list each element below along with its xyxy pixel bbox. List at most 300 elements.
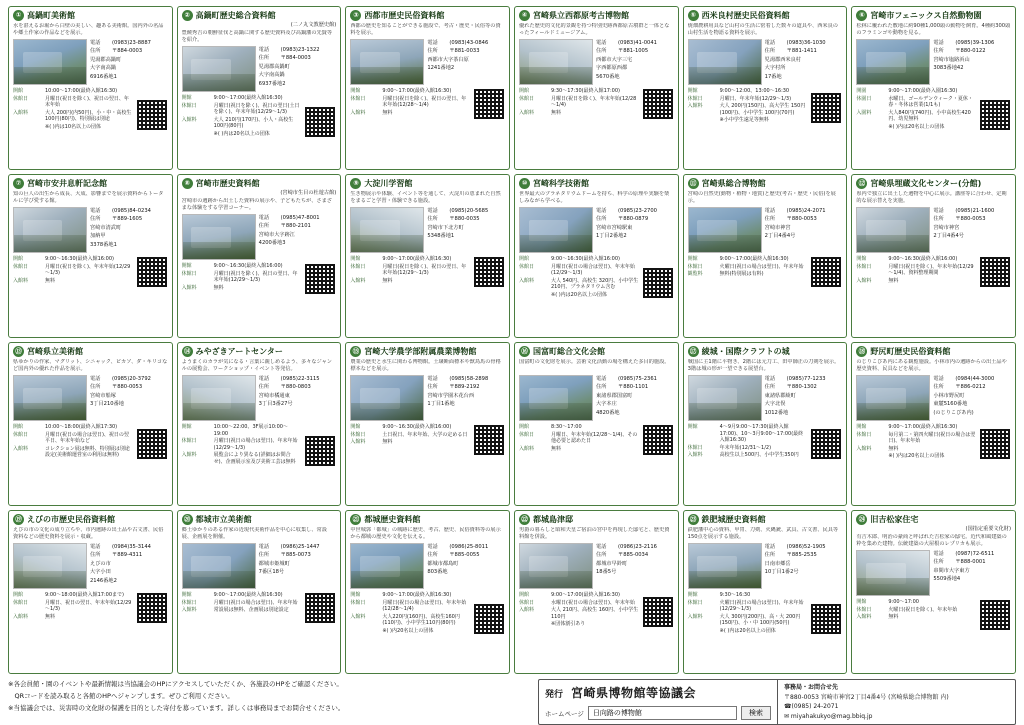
telephone-label: 電話 <box>933 40 944 46</box>
address-value: 〒888-0001 <box>955 559 986 566</box>
museum-number-badge: ⑫ <box>856 178 867 189</box>
museum-description: 西都の歴史を知ることができる施設で、考古・歴史・民俗等の資料を展示。 <box>350 23 501 36</box>
info-label: 入館料 <box>856 277 872 284</box>
address-label: 住所 <box>933 216 944 223</box>
telephone-label: 電話 <box>258 544 270 550</box>
museum-card[interactable] <box>177 174 342 338</box>
info-label: 休館日 <box>13 431 29 438</box>
museum-name: 鉄肥城歴史資料館 <box>701 515 766 524</box>
museum-photo <box>519 375 593 421</box>
address-line: 1012番地 <box>764 409 789 416</box>
info-value: 火曜日(祝日の場合は翌日)、年末年始(12/29～1/3) <box>719 599 804 613</box>
museum-card[interactable] <box>514 174 679 338</box>
qr-code-icon[interactable] <box>304 592 336 624</box>
qr-code-icon[interactable] <box>136 256 168 288</box>
museum-number-badge: ⑥ <box>856 10 867 21</box>
info-label: 開館 <box>856 256 867 262</box>
info-label: 入館料 <box>350 613 366 620</box>
qr-code-icon[interactable] <box>642 267 674 299</box>
telephone-label: 電話 <box>90 40 101 46</box>
museum-info-row <box>856 424 976 431</box>
address-label: 住所 <box>90 48 101 55</box>
museum-card[interactable] <box>177 510 342 674</box>
address-line: 宮崎市清武町 <box>90 224 122 231</box>
museum-card[interactable] <box>345 342 510 506</box>
museum-card[interactable] <box>514 6 679 170</box>
info-label: 入館料 <box>519 109 535 116</box>
address-line: 児湯郡西米良村 <box>764 56 801 63</box>
museum-info-row <box>350 278 470 285</box>
museum-photo <box>688 543 762 589</box>
museum-address-row <box>259 223 337 230</box>
museum-photo <box>519 207 593 253</box>
museum-media-row <box>856 550 1011 596</box>
info-value: 毎月第二・第四火曜日(祝日の場合は翌日)、年末年始 <box>888 431 976 445</box>
address-line: 字西都原西都 <box>596 65 628 72</box>
museum-info-row <box>182 263 302 270</box>
address-value: 〒880-1101 <box>618 384 649 391</box>
info-label: 開館 <box>856 424 867 430</box>
museum-number-badge: ③ <box>350 10 361 21</box>
qr-code-icon[interactable] <box>136 592 168 624</box>
museum-card-header <box>350 10 505 21</box>
museum-card[interactable] <box>851 510 1016 674</box>
publisher-label: 発行 <box>545 690 564 700</box>
footer-note-1: ※各会員館・園のイベントや最新情報は当協議会のHPにアクセスしていただくか、各施設のHPをご確認ください。 <box>8 680 343 688</box>
museum-media-row <box>350 39 505 85</box>
museum-contact <box>596 375 674 421</box>
museum-card[interactable] <box>8 6 173 170</box>
museum-info-row <box>856 607 976 614</box>
address-label: 住所 <box>427 48 438 55</box>
museum-photo <box>182 375 256 421</box>
museum-address-row <box>427 48 505 55</box>
info-value: 月曜日(祝日を除く)、年末年始(12/29～1/4)、資料整理期間 <box>888 263 974 277</box>
museum-card[interactable] <box>683 6 848 170</box>
museum-description: ようまくのカラが気になる・言葉に親しめるよう、多々なジャンルの展覧会、ワークショップ・イベント等発信。 <box>181 359 332 372</box>
homepage-search-input[interactable] <box>588 706 737 720</box>
telephone-value: (0985)20-5685 <box>449 208 489 214</box>
museum-card[interactable] <box>8 510 173 674</box>
museum-details <box>182 95 337 138</box>
address-line: 4200番地3 <box>258 240 286 247</box>
address-value: 〒885-0034 <box>618 552 649 559</box>
qr-code-icon[interactable] <box>473 88 505 120</box>
info-note: ※( )内は10名以上の団体 <box>45 123 102 130</box>
museum-photo <box>13 39 87 85</box>
address-value: 〒880-0035 <box>449 216 480 223</box>
museum-number-badge: ⑯ <box>519 346 530 357</box>
info-value: 9:00～12:00、13:00～16:30 <box>719 88 790 94</box>
museum-card-header <box>182 514 337 525</box>
qr-code-wrapper <box>304 592 336 624</box>
museum-number-badge: ㉔ <box>856 514 867 525</box>
qr-code-icon[interactable] <box>473 603 505 635</box>
museum-description: 県ゆかりの作家、マグリット、シニャック、ピカソ、ダ・キリコなど国内外の優れた作品を展示。 <box>13 359 168 372</box>
telephone-value: (0983)36-1030 <box>786 40 826 46</box>
museum-description: 有吉木郎、明治の豪商と呼ばれた吉松家の邸宅。近代和風建築の粋を集めた建物。伝統建築の大屋根のレプリカも展示。 <box>856 534 1007 547</box>
qr-code-icon[interactable] <box>304 435 336 467</box>
museum-photo <box>519 543 593 589</box>
museum-photo <box>688 375 762 421</box>
info-value: 9:00～17:00(最終入館16:30) <box>213 95 283 101</box>
museum-description: 国富町の文化財を展示。芸術文化活動の場を構えた多目的施設。 <box>519 359 670 365</box>
telephone-value: (0987)72-6511 <box>955 551 995 557</box>
qr-code-icon[interactable] <box>642 424 674 456</box>
info-value: 9:00～16:30(最終入館16:00) <box>551 256 620 262</box>
info-value: 無料 <box>888 445 899 452</box>
museum-info-row <box>182 103 302 116</box>
info-label: 入館料 <box>519 445 535 452</box>
museum-info-list <box>519 424 639 456</box>
qr-code-icon[interactable] <box>979 428 1011 460</box>
qr-code-icon[interactable] <box>810 603 842 635</box>
museum-telephone-row <box>765 208 843 215</box>
info-label: 休館日 <box>181 599 197 606</box>
museum-contact <box>427 39 505 85</box>
museum-info-row <box>13 424 133 431</box>
info-value: 10:00～17:00(最終入館16:30) <box>45 88 118 94</box>
info-label: 入館料 <box>519 277 535 284</box>
address-value: 〒885-2535 <box>786 552 817 559</box>
info-value: 無料 <box>888 277 899 284</box>
info-value: 9:00～17:00(最終入館16:30) <box>382 592 452 598</box>
info-value: 無料 <box>45 613 56 620</box>
museum-media-row <box>856 375 1011 421</box>
museum-info-row <box>856 96 976 109</box>
address-label: 住所 <box>596 48 607 55</box>
museum-info-row <box>13 592 133 599</box>
qr-code-icon[interactable] <box>136 99 168 131</box>
museum-media-row <box>13 39 168 85</box>
address-line: 大字南高鍋 <box>258 72 285 79</box>
museum-name: 都城島津邸 <box>533 515 573 524</box>
address-line: 児湯郡高鍋町 <box>258 63 290 70</box>
info-label: 開館 <box>687 88 698 94</box>
museum-info-row <box>688 88 808 95</box>
museum-number-badge: ⑮ <box>350 346 361 357</box>
museum-photo <box>182 214 256 260</box>
museum-card[interactable] <box>683 510 848 674</box>
museum-number-badge: ⑩ <box>519 178 530 189</box>
qr-code-icon[interactable] <box>304 106 336 138</box>
museum-description: 県内で独立に出土した遺物を中心に展示。講座等に合わせ、定期的な展示替えを実施。 <box>856 191 1007 204</box>
museum-card[interactable] <box>8 342 173 506</box>
museum-card-grid <box>8 6 1016 674</box>
museum-card-header <box>688 346 843 357</box>
qr-code-wrapper <box>304 424 336 467</box>
museum-address-row <box>596 384 674 391</box>
museum-address-row <box>596 216 674 223</box>
museum-info-list <box>350 256 470 288</box>
info-value: 9:00～17:00(最終入館16:30) <box>888 424 958 430</box>
museum-info-row <box>519 96 639 109</box>
qr-code-wrapper <box>979 256 1011 288</box>
info-label: 休館日 <box>350 95 366 102</box>
museum-card[interactable] <box>851 342 1016 506</box>
telephone-label: 電話 <box>933 551 944 557</box>
museum-info-list <box>13 424 133 460</box>
office-title: 事務局・お問合せ先 <box>784 684 839 691</box>
info-value: 月曜日(祝日を除く)、祝日の翌日、年末年始 <box>45 95 129 109</box>
office-phone: ☎(0985) 24-2071 <box>784 703 839 710</box>
qr-code-icon[interactable] <box>810 256 842 288</box>
museum-info-row <box>182 452 302 465</box>
info-note: ※( )内は20名以上の団体 <box>888 453 945 460</box>
address-line: 日南市郷岳 <box>764 560 791 567</box>
museum-telephone-row <box>596 208 674 215</box>
museum-media-row <box>13 207 168 253</box>
qr-code-icon[interactable] <box>473 424 505 456</box>
info-label: 入館料 <box>350 109 366 116</box>
address-value: 〒889-1605 <box>112 216 143 223</box>
museum-contact <box>596 543 674 589</box>
address-line: 803番地 <box>427 569 448 576</box>
qr-code-icon[interactable] <box>136 428 168 460</box>
museum-description: 世界最大のプラネタリウムドームを持ち、科学の原理や実験を楽しみながら学べる。 <box>519 191 670 204</box>
museum-card[interactable] <box>345 174 510 338</box>
museum-card[interactable] <box>683 342 848 506</box>
museum-subtitle: (二ノ丸文教歴史館) <box>290 22 337 28</box>
museum-details <box>519 424 674 456</box>
museum-info-row <box>13 432 133 445</box>
museum-name: 宮崎科学技術館 <box>533 179 589 188</box>
info-value: 展覧会により異なる(詳細はお問合せ)、企画展示室及び美術工芸は無料 <box>213 452 296 465</box>
info-value: 大人 200円(内50円)、小・中・高校生 100円(80円)、特別展は別途 <box>45 109 132 123</box>
info-label: 開館 <box>13 592 24 598</box>
museum-card-header <box>350 346 505 357</box>
info-value: 月曜日(祝日を除く)、祝日の翌日、年末年始(12/28～1/4) <box>382 95 467 109</box>
info-label: 休館日 <box>687 95 703 102</box>
qr-code-icon[interactable] <box>473 256 505 288</box>
office-email[interactable]: ✉ miyahakukyo@mag.bbiq.jp <box>784 712 873 720</box>
museum-media-row <box>182 214 337 260</box>
museum-name: 綾城・国際クラフトの城 <box>701 347 790 356</box>
telephone-label: 電話 <box>258 376 270 382</box>
museum-info-list <box>350 592 470 635</box>
museum-description: 男爵の暮らしと昭和天皇ご宿泊の宮中を再現した邸宅と、歴史資料館を併設。 <box>519 527 670 540</box>
info-label: 入館料 <box>13 613 29 620</box>
museum-card[interactable] <box>851 6 1016 170</box>
info-label: 入館料 <box>350 439 366 446</box>
info-value: 10:00～18:00(最終入館17:30) <box>45 424 118 430</box>
info-label: 休館日 <box>181 270 197 277</box>
telephone-value: (0986)23-2116 <box>618 544 657 550</box>
telephone-label: 電話 <box>933 376 944 382</box>
address-line: 宮崎市宮崎駅東 <box>596 224 633 231</box>
info-label: 開館 <box>13 88 24 94</box>
museum-card[interactable] <box>851 174 1016 338</box>
info-label: 休館日 <box>350 431 366 438</box>
qr-code-wrapper <box>642 256 674 299</box>
address-line: 大字南高鍋 <box>90 65 116 72</box>
museum-contact <box>259 375 337 421</box>
address-label: 住所 <box>596 216 607 223</box>
museum-telephone-row <box>427 376 505 383</box>
info-label: 休館日 <box>13 263 29 270</box>
address-line: 4820番地 <box>596 409 620 416</box>
address-line: 3378番地1 <box>90 241 117 248</box>
info-value: 9:00～17:00(最終入園16:30) <box>888 88 958 94</box>
telephone-label: 電話 <box>90 376 101 382</box>
museum-name: 宮崎市フェニックス自然動物園 <box>870 11 982 20</box>
museum-info-row <box>13 110 133 123</box>
info-label: 休館日 <box>856 263 872 270</box>
qr-code-wrapper <box>473 424 505 456</box>
address-line: 5670番地 <box>596 73 620 80</box>
museum-info-list <box>688 424 808 460</box>
qr-code-icon[interactable] <box>304 263 336 295</box>
address-value: 〒884-0003 <box>280 55 311 62</box>
address-value: 〒880-0879 <box>618 216 649 223</box>
office-address: 〒880-0053 宮崎市神宮2丁目4番4号 (宮崎県総合博物館 内) <box>784 693 949 701</box>
info-label: 開館 <box>350 256 361 262</box>
museum-telephone-row <box>90 376 168 383</box>
museum-card-header <box>519 514 674 525</box>
info-value: 水曜日(祝日の場合は翌日)、年末年始 <box>551 599 635 606</box>
museum-card[interactable] <box>177 342 342 506</box>
info-label: 入館料 <box>350 277 366 284</box>
telephone-value: (0984)35-3144 <box>112 544 151 550</box>
museum-name: 西都市歴史民俗資料館 <box>364 11 445 20</box>
info-label: 開館 <box>350 88 361 94</box>
museum-card[interactable] <box>683 174 848 338</box>
museum-number-badge: ④ <box>519 10 530 21</box>
museum-contact <box>596 207 674 253</box>
museum-media-row <box>688 39 843 85</box>
info-value: 大人840円(740円)、小中高校生420円、幼児無料 <box>888 109 971 123</box>
museum-address-row <box>427 216 505 223</box>
info-label: 休館日 <box>519 599 535 606</box>
museum-address-row <box>90 384 168 391</box>
museum-address-row <box>90 216 168 223</box>
museum-card[interactable] <box>177 6 342 170</box>
qr-code-icon[interactable] <box>810 92 842 124</box>
museum-telephone-row <box>933 551 1011 558</box>
museum-details <box>350 256 505 288</box>
info-label: 休館日 <box>687 444 703 451</box>
qr-code-icon[interactable] <box>979 99 1011 131</box>
qr-code-wrapper <box>979 424 1011 460</box>
address-line: 都城市都島町 <box>427 560 459 567</box>
museum-contact <box>259 46 337 92</box>
address-line: 東諸県郡綾町 <box>764 392 796 399</box>
info-note: ※( )内は20名以上の団体 <box>551 291 608 298</box>
museum-info-list <box>182 592 302 624</box>
qr-code-icon[interactable] <box>642 596 674 628</box>
info-label: 入館料 <box>856 614 872 621</box>
museum-card[interactable] <box>8 174 173 338</box>
museum-description: えびの市の文化の成り立ちや、市内遺跡の出土品や古文書、民俗資料などの歴史資料を展示・収蔵。 <box>13 527 164 540</box>
address-line: 大字村所 <box>764 65 786 72</box>
museum-subtitle: (宮崎市生目の杜遊古館) <box>280 190 337 196</box>
museum-info-row <box>519 607 639 620</box>
museum-telephone-row <box>765 376 843 383</box>
museum-telephone-row <box>90 40 168 47</box>
museum-name: 宮崎県埋蔵文化センター(分館) <box>870 179 982 188</box>
museum-description: 郷土ゆかりのある作家の近現代美術作品を中心に収集し、常設展、企画展を開催。 <box>181 527 327 540</box>
museum-media-row <box>182 375 337 421</box>
info-label: 開館 <box>519 88 530 94</box>
info-value: 月曜日(祝日の場合は翌日)、年末年始(12/29～1/3) <box>551 263 635 277</box>
museum-contact <box>765 39 843 85</box>
info-note: ※( )内20名以上の団体 <box>382 627 434 634</box>
qr-code-icon[interactable] <box>979 256 1011 288</box>
museum-details <box>856 88 1011 131</box>
museum-photo <box>13 375 87 421</box>
museum-photo <box>688 39 762 85</box>
qr-code-icon[interactable] <box>979 599 1011 631</box>
museum-media-row <box>856 39 1011 85</box>
address-line: 小林市野尻町 <box>933 392 965 399</box>
museum-subtitle: (国指定重要文化財) <box>965 526 1011 532</box>
museum-telephone-row <box>427 544 505 551</box>
museum-info-row <box>13 264 133 277</box>
museum-info-list <box>519 592 639 628</box>
qr-code-icon[interactable] <box>810 428 842 460</box>
museum-card[interactable] <box>345 6 510 170</box>
telephone-label: 電話 <box>258 215 270 221</box>
info-value: 9:00～17:00(最終入館16:30) <box>213 592 283 598</box>
search-button[interactable]: 検索 <box>741 706 771 720</box>
museum-info-row <box>350 256 470 263</box>
address-line: 大字本庄 <box>596 401 617 408</box>
info-label: 開館 <box>856 599 867 605</box>
museum-info-row <box>182 607 302 614</box>
museum-contact <box>765 543 843 589</box>
address-label: 住所 <box>427 552 438 559</box>
museum-card[interactable] <box>514 342 679 506</box>
telephone-label: 電話 <box>764 208 776 214</box>
museum-card[interactable] <box>514 510 679 674</box>
museum-info-row <box>13 88 133 95</box>
museum-info-row <box>856 110 976 123</box>
address-value: 〒889-4311 <box>112 552 143 559</box>
info-value: 9:00～16:30(最終入館16:00) <box>382 424 452 430</box>
museum-photo <box>519 39 593 85</box>
telephone-value: (0985)23-2700 <box>618 208 657 214</box>
museum-info-row <box>13 600 133 613</box>
museum-info-row <box>350 88 470 95</box>
qr-code-icon[interactable] <box>642 88 674 120</box>
museum-info-row <box>350 592 470 599</box>
museum-description: 農業の歴史と水生に関わる博物館。土壌断面標本や獣鳥馬の骨格標本などを展示。 <box>350 359 501 372</box>
qr-code-wrapper <box>810 592 842 635</box>
telephone-value: (0985)84-0234 <box>112 208 151 214</box>
museum-info-row <box>688 103 808 116</box>
museum-telephone-row <box>596 544 674 551</box>
address-line: 宮崎市大字跡江 <box>258 231 295 238</box>
info-label: 観覧料 <box>687 271 703 278</box>
museum-telephone-row <box>933 208 1011 215</box>
address-line: 10丁目1番2号 <box>764 569 799 576</box>
telephone-value: (0983)23-1322 <box>280 47 320 53</box>
museum-card[interactable] <box>345 510 510 674</box>
info-label: 入館料 <box>181 452 197 459</box>
museum-media-row <box>519 39 674 85</box>
museum-info-list <box>13 256 133 288</box>
museum-media-row <box>688 543 843 589</box>
museum-address-row <box>259 55 337 62</box>
address-label: 住所 <box>90 384 101 391</box>
info-label: 休館日 <box>519 431 535 438</box>
qr-code-wrapper <box>642 424 674 456</box>
museum-details <box>182 263 337 295</box>
museum-number-badge: ① <box>13 10 24 21</box>
address-line: 1丁目1番地 <box>427 401 455 408</box>
museum-info-row <box>182 95 302 102</box>
address-label: 住所 <box>764 384 776 391</box>
